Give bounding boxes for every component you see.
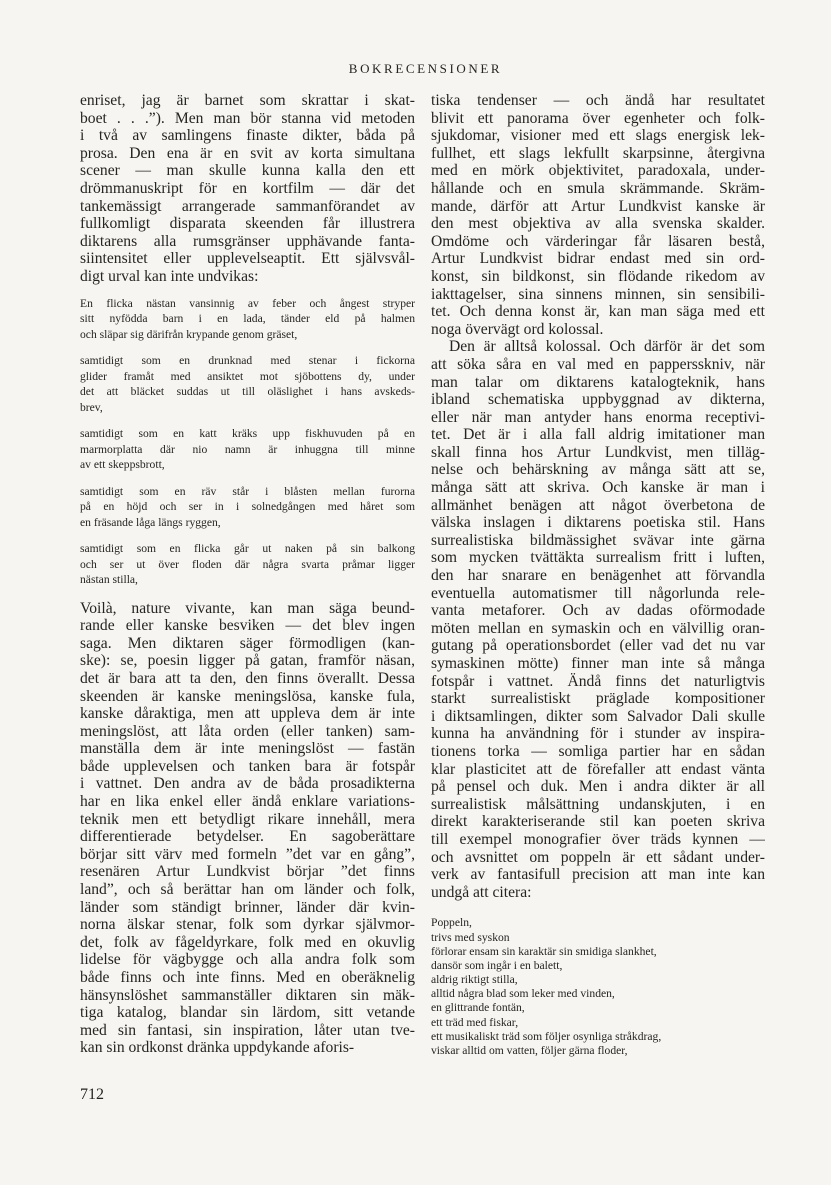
text-line: lidelse för vägbygge och alla andra folk som: [80, 951, 415, 969]
text-line: nelse och behärskning av många sätt att se,: [431, 461, 765, 479]
poem-line: ett musikaliskt träd som följer osynliga stråkdrag,: [431, 1029, 662, 1043]
text-line: hållande och en smula skrämmande. Skräm-: [431, 179, 765, 197]
text-line: surrealistiska bildmässighet svävar inte gärna: [431, 531, 765, 549]
text-line: Omdöme och värderingar får läsaren bestå,: [431, 232, 765, 250]
text-line: det är bara att ta den, den finns överallt. Dessa: [80, 669, 415, 687]
text-line: konst, sin bildkonst, sin flödande rikedom av: [431, 267, 765, 285]
text-line: diktarens alla rumsgränser upphävande fanta-: [80, 232, 415, 250]
text-line: och avsnittet om poppeln är ett sådant under-: [431, 848, 765, 866]
text-line: klar plasticitet att de förefaller att endast vänta: [431, 760, 765, 778]
text-line: kunna ha användning för i stunder av inspira-: [431, 725, 765, 743]
text-line: Artur Lundkvist bidrar endast med sin ord-: [431, 250, 765, 268]
paragraph: [80, 92, 415, 286]
text-line: manställa dem är inte meningslöst — fastän: [80, 740, 415, 758]
poem-line: samtidigt som en drunknad med stenar i fickorna: [80, 354, 415, 368]
poem-stanza: [80, 296, 415, 343]
text-line: resenären Artur Lundkvist börjar ”det finns: [80, 863, 415, 881]
text-line: den mest objektiva av alla svenska skalder.: [431, 215, 765, 233]
text-line: länder som ständigt brinner, länder där kvin-: [80, 898, 415, 916]
poem-stanza: [80, 484, 415, 531]
poem-line: En flicka nästan vansinnig av feber och ångest stryper: [80, 296, 415, 310]
text-line: enriset, jag är barnet som skrattar i skat-: [80, 92, 415, 109]
poem-stanza: [80, 426, 415, 473]
text-line: Voilà, nature vivante, kan man säga beund-: [80, 599, 415, 617]
poem-line: och ser ut över floden där några svarta pråmar ligger: [80, 557, 415, 571]
paragraph: [80, 600, 415, 1057]
poem-line: sitt nyfödda barn i en lada, tänder eld på halmen: [80, 312, 415, 326]
poem-line: Poppeln,: [431, 916, 472, 930]
text-line: i diktsamlingen, dikter som Salvador Dali skulle: [431, 707, 765, 725]
text-line: siintensitet eller upplevelseaptit. Ett självsvål-: [80, 250, 415, 268]
poem-line: dansör som ingår i en balett,: [431, 958, 563, 972]
text-line: symaskinen mötte) finner man inte så många: [431, 655, 765, 672]
text-line: fullkomligt disparata skeenden får illustrera: [80, 215, 415, 233]
text-line: sjukdomar, visioner med ett slags energisk lek-: [431, 127, 765, 145]
text-line: saga. Men diktaren säger förmodligen (kan-: [80, 634, 415, 652]
text-line: eventuella automatismer till någorlunda rele-: [431, 584, 765, 602]
text-line: eller när man antyder hans enorma receptivi-: [431, 408, 765, 426]
poem-line: samtidigt som en räv står i blåsten mellan furorna: [80, 484, 415, 498]
text-line: i vattnet. Den andra av de båda prosadikterna: [80, 775, 415, 793]
text-line: undgå att citera:: [431, 883, 532, 901]
text-line: gutang på operationsbordet (eller vad det nu var: [431, 637, 765, 655]
text-line: tet. Och denna konst är, kan man säga med ett: [431, 303, 765, 321]
text-line: verk av fantasifull precision att man inte kan: [431, 866, 765, 884]
text-line: både finns och inte finns. Med en oberäknelig: [80, 969, 415, 986]
text-line: teknik men ett betydligt rikare innehåll, mera: [80, 810, 415, 828]
paragraph: [431, 338, 765, 901]
text-line: land”, och så berättar han om länder och folk,: [80, 881, 415, 899]
text-line: norna älskar stenar, folk som dyrkar självmor-: [80, 916, 415, 934]
paragraph: [431, 92, 765, 338]
text-line: noga övervägt ord kolossal.: [431, 320, 604, 338]
text-line: börjar sitt värv med formeln ”det var en gång”,: [80, 845, 415, 863]
left-column: [80, 92, 415, 1057]
text-line: med en mörk objektivitet, paradoxala, under-: [431, 162, 765, 180]
text-line: hänsynslöshet sammanställer diktaren sin mäk-: [80, 986, 415, 1004]
text-line: boet . . .”). Men man bör stanna vid metoden: [80, 109, 415, 127]
text-line: tankemässigt arrangerade sammanförandet av: [80, 197, 415, 215]
poem-stanza: [80, 541, 415, 588]
text-line: surrealistisk målsättning undanskjuten, i en: [431, 795, 765, 813]
text-line: ske): se, poesin ligger på gatan, framför näsan,: [80, 652, 415, 670]
poem-line: aldrig riktigt stilla,: [431, 973, 518, 987]
text-line: kanske dåraktiga, men att uppleva dem är inte: [80, 705, 415, 723]
text-line: många sätt att skriva. Och kanske är man i: [431, 479, 765, 497]
poem-stanza: [80, 353, 415, 415]
text-line: att söka såra en val med en pappersskniv, när: [431, 355, 765, 373]
poem-line: viskar alltid om vatten, följer gärna floder,: [431, 1044, 628, 1057]
text-line: starkt surrealistiskt präglade kompositioner: [431, 690, 765, 708]
text-line: digt urval kan inte undvikas:: [80, 267, 259, 285]
poem-line: ett träd med fiskar,: [431, 1015, 519, 1029]
text-line: i två av samlingens finaste dikter, båda på: [80, 127, 415, 145]
text-line: drömmanuskript för en kortfilm — där det: [80, 179, 415, 197]
quoted-poem: [80, 296, 415, 588]
poem-line: en fräsande låga längs ryggen,: [80, 515, 221, 529]
poem-line: nästan stilla,: [80, 573, 138, 587]
text-line: iakttagelser, sina sinnens minnen, sin sensibili-: [431, 285, 765, 303]
text-line: vanta metaforer. Och av dadas oförmodade: [431, 602, 765, 620]
right-column: [431, 92, 765, 1070]
poem-line: på en höjd och ser in i solnedgången med håret som: [80, 500, 415, 514]
text-line: ibland schematiska uppbyggnad av dikterna,: [431, 391, 765, 409]
poem-line: alltid några blad som leker med vinden,: [431, 987, 615, 1001]
text-line: tiska tendenser — och ändå har resultatet: [431, 92, 765, 109]
text-line: tiga katalog, blandar sin lärdom, sitt vetande: [80, 1004, 415, 1022]
text-line: direkt karakteriserande stil kan poeten skriva: [431, 813, 765, 831]
text-line: skeenden är kanske meningslösa, kanske fula,: [80, 687, 415, 705]
text-line: rande eller kanske besviken — det blev ingen: [80, 617, 415, 635]
text-line: som mycken tvättäkta surrealism fritt i luften,: [431, 549, 765, 567]
text-line: scener — man skulle kunna kalla den ett: [80, 162, 415, 180]
text-line: man talar om diktarens katalogteknik, hans: [431, 373, 765, 391]
text-line: det, folk av fågeldyrkare, folk med en okuvlig: [80, 933, 415, 951]
poem-line: samtidigt som en flicka går ut naken på sin balkong: [80, 542, 415, 556]
text-line: allmänhet benägen att något överbetona de: [431, 496, 765, 514]
text-line: fullhet, ett slags lekfullt skarpsinne, återgivna: [431, 144, 765, 162]
text-line: Den är alltså kolossal. Och därför är det som: [449, 338, 765, 356]
text-line: på pensel och duk. Men i andra dikter är all: [431, 778, 765, 796]
text-line: mande, därför att Artur Lundkvist kanske är: [431, 197, 765, 215]
text-line: blivit ett panorama över egenheter och folk-: [431, 109, 765, 127]
poem-line: och släpar sig därifrån krypande genom gräset,: [80, 327, 298, 341]
text-line: med sin fantasi, sin inspiration, låter utan tve-: [80, 1021, 415, 1039]
poem-line: trivs med syskon: [431, 930, 510, 944]
text-line: möten mellan en symaskin och en välvillig oran-: [431, 619, 765, 637]
poem-line: samtidigt som en katt kräks upp fiskhuvuden på en: [80, 427, 415, 441]
poem-line: marmorplatta där nio namn är inhuggna till minne: [80, 442, 415, 456]
text-line: prosa. Den ena är en svit av korta simultana: [80, 144, 415, 162]
text-line: både upplevelsen och tanken bara är fotspår: [80, 757, 415, 775]
text-line: skall finna hos Artur Lundkvist, men tilläg-: [431, 443, 765, 461]
poem-line: av ett skeppsbrott,: [80, 458, 165, 472]
text-line: meningslöst, att låta orden (eller tanken) sam-: [80, 722, 415, 740]
running-head: BOKRECENSIONER: [348, 61, 503, 76]
text-line: fotspår i vattnet. Ändå finns det naturligtvis: [431, 672, 765, 690]
poem-line: förlorar ensam sin karaktär sin smidiga slankhet,: [431, 944, 657, 958]
text-line: tet. Det är i alla fall aldrig imitationer man: [431, 426, 765, 444]
text-line: till exempel monografier över träds kynnen —: [431, 830, 765, 848]
text-line: har en lika enkel eller ändå enklare variations-: [80, 793, 415, 811]
page-number: 712: [80, 1086, 104, 1103]
poem-line: brev,: [80, 400, 103, 414]
poem-line: det att bläcket suddas ut till oläslighet i hans avskeds-: [80, 385, 415, 399]
quoted-poem: [431, 916, 765, 1058]
poem-line: en glittrande fontän,: [431, 1001, 525, 1015]
poem-line: glider framåt med ansiktet mot sjöbottens dy, under: [80, 369, 415, 383]
text-line: den har snarare en benägenhet att förvandla: [431, 567, 765, 585]
text-line: kan sin ordkonst dränka uppdykande aforis-: [80, 1039, 355, 1057]
text-line: välska inslagen i diktarens poetiska stil. Hans: [431, 514, 765, 532]
text-line: tionens torka — somliga partier har en sådan: [431, 742, 765, 760]
text-line: differentierade betydelser. En sagoberättare: [80, 828, 415, 846]
